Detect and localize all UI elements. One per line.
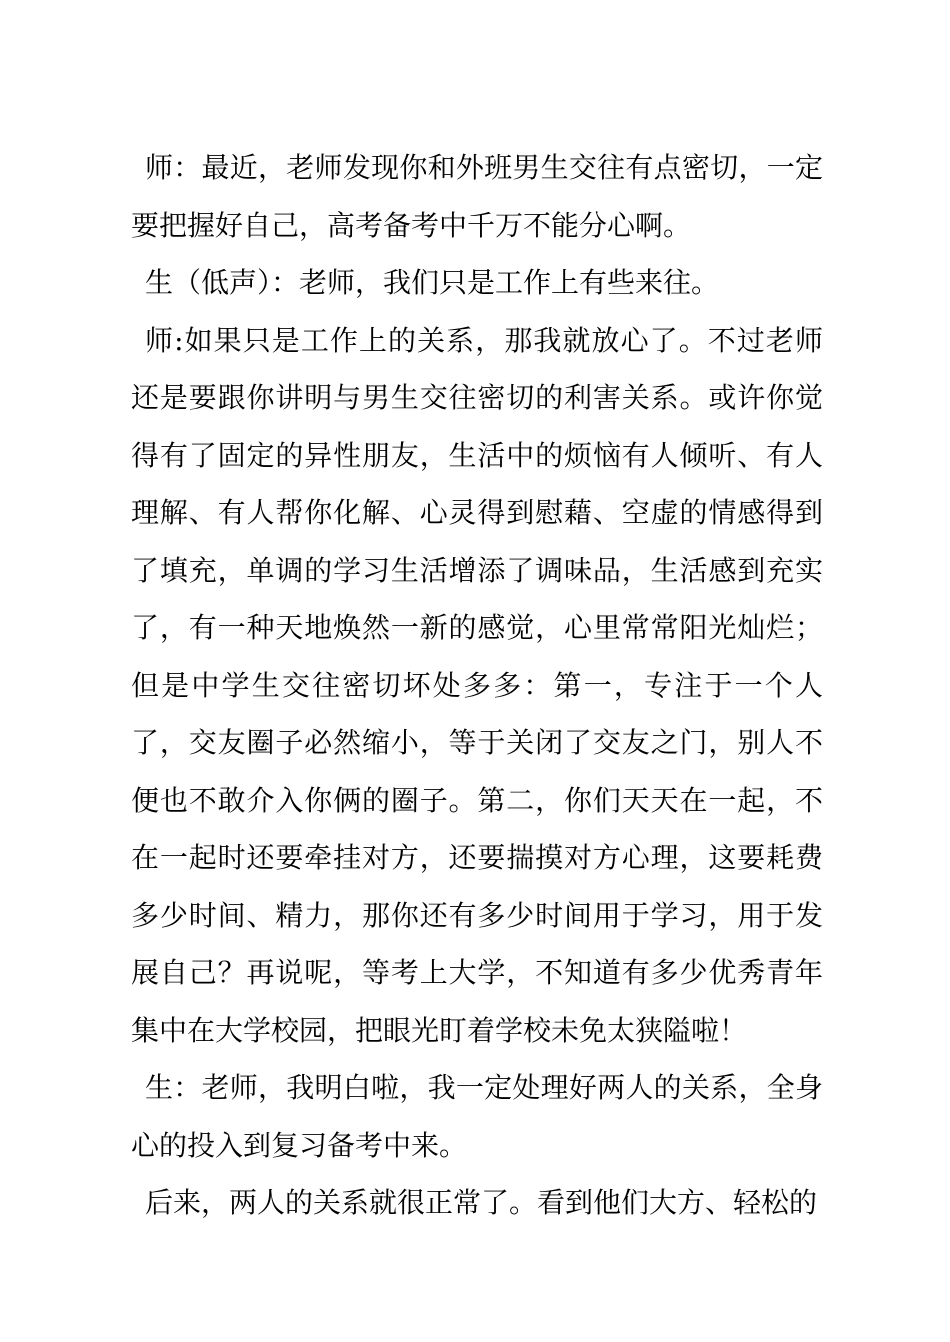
paragraph-student-promise: 生：老师，我明白啦，我一定处理好两人的关系，全身心的投入到复习备考中来。 [131,1071,823,1162]
paragraph-afterward: 后来，两人的关系就很正常了。看到他们大方、轻松的 [145,1186,818,1219]
document-body [131,139,823,1232]
paragraph-student-reply: 生（低声）：老师，我们只是工作上有些来往。 [145,266,720,299]
paragraph-teacher-explanation: 师:如果只是工作上的关系，那我就放心了。不过老师还是要跟你讲明与男生交往密切的利害关系。或许你觉得有了固定的异性朋友，生活中的烦恼有人倾听、有人理解、有人帮你化解、心灵得到慰藉、空虚的情感得到了填充，单调的学习生活增添了调味品，生活感到充实了，有一种天地焕然一新的感觉，心里常常阳光灿烂；但是中学生交往密切坏处多多：第一，专注于一个人了，交友圈子必然缩小，等于关闭了交友之门，别人不便也不敢介入你俩的圈子。第二，你们天天在一起，不在一起时还要牵挂对方，还要揣摸对方心理，这要耗费多少时间、精力，那你还有多少时间用于学习，用于发展自己？再说呢，等考上大学，不知道有多少优秀青年集中在大学校园，把眼光盯着学校未免太狭隘啦！ [131,323,823,1047]
paragraph-teacher-warning: 师：最近，老师发现你和外班男生交往有点密切，一定要把握好自己，高考备考中千万不能分心啊。 [131,151,823,242]
